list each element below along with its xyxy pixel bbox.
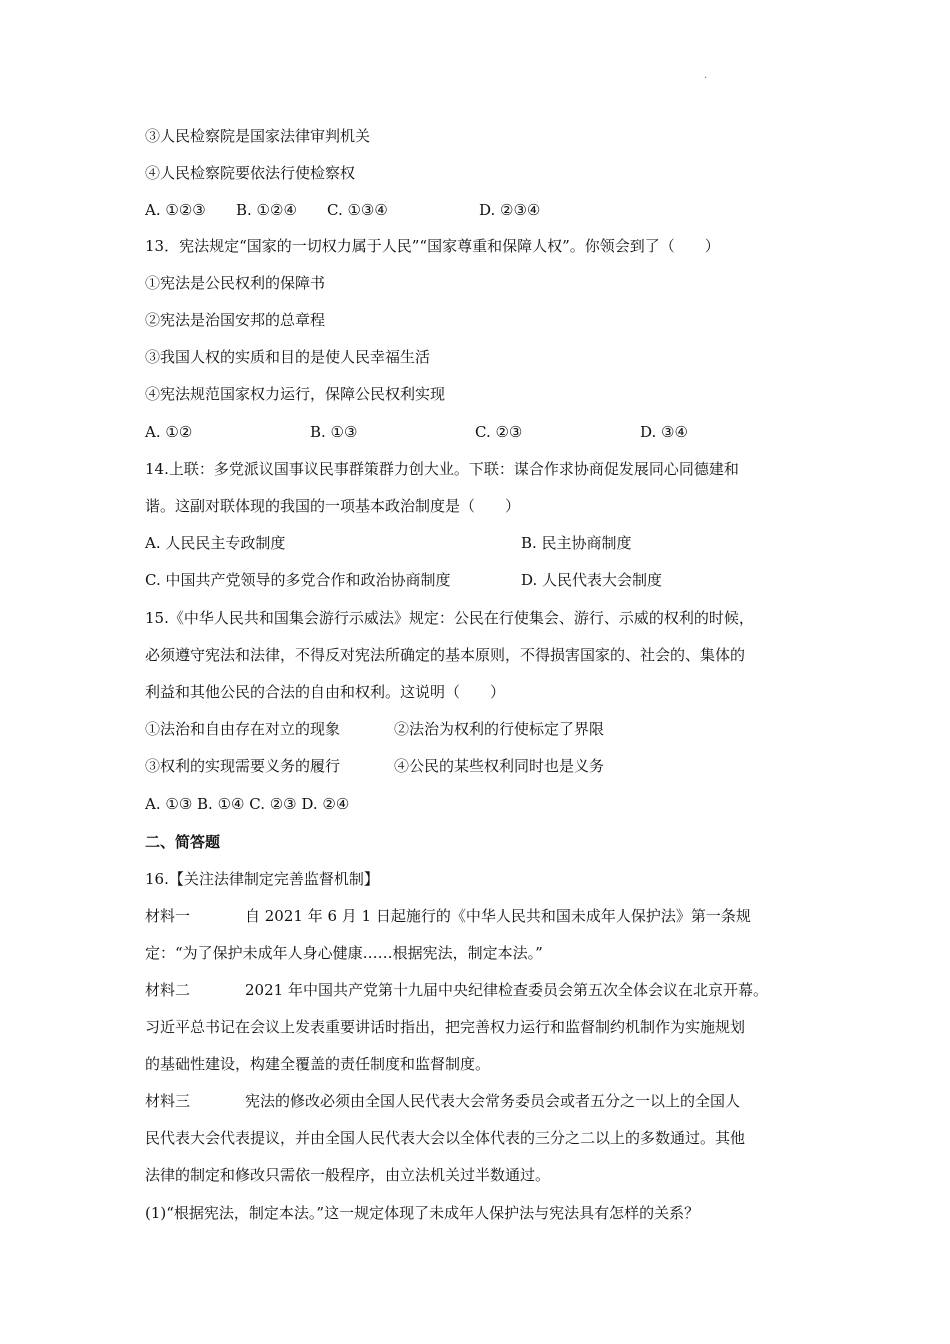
q13-option-c: C. ②③ xyxy=(475,423,523,441)
q13-option-b: B. ①③ xyxy=(310,423,358,441)
q15-stem-line-1: 15.《中华人民共和国集会游行示威法》规定：公民在行使集会、游行、示威的权利的时候， xyxy=(145,609,754,627)
q16-material-1-line-1: 自 2021 年 6 月 1 日起施行的《中华人民共和国未成年人保护法》第一条规 xyxy=(245,907,751,925)
q16-material-2-line-3: 的基础性建设，构建全覆盖的责任制度和监督制度。 xyxy=(145,1055,491,1073)
header-dot: . xyxy=(704,70,708,81)
q12-option-b: B. ①②④ xyxy=(236,201,297,219)
q16-material-3-line-2: 民代表大会代表提议，并由全国人民代表大会以全体代表的三分之二以上的多数通过。其他 xyxy=(145,1129,746,1147)
q12-option-a: A. ①②③ xyxy=(145,201,206,219)
q16-material-1-line-2: 定：“为了保护未成年人身心健康……根据宪法，制定本法。” xyxy=(145,944,543,962)
q13-option-d: D. ③④ xyxy=(640,423,688,441)
q15-stem-line-3: 利益和其他公民的合法的自由和权利。这说明（ ） xyxy=(145,683,506,701)
q16-material-3-label: 材料三 xyxy=(145,1092,191,1110)
q16-material-2-line-2: 习近平总书记在会议上发表重要讲话时指出，把完善权力运行和监督制约机制作为实施规划 xyxy=(145,1018,746,1036)
q16-material-2-line-1: 2021 年中国共产党第十九届中央纪律检查委员会第五次全体会议在北京开幕。 xyxy=(245,981,768,999)
q14-option-c: C. 中国共产党领导的多党合作和政治协商制度 xyxy=(145,571,451,589)
q13-statement-3: ③我国人权的实质和目的是使人民幸福生活 xyxy=(145,348,431,366)
q13-option-a: A. ①② xyxy=(145,423,193,441)
q15-statement-4: ④公民的某些权利同时也是义务 xyxy=(394,757,605,775)
q16-sub-question-1: (1)“根据宪法，制定本法。”这一规定体现了未成年人保护法与宪法具有怎样的关系？ xyxy=(145,1204,700,1222)
q16-title: 16.【关注法律制定完善监督机制】 xyxy=(145,870,379,888)
q13-statement-4: ④宪法规范国家权力运行，保障公民权利实现 xyxy=(145,385,446,403)
q14-option-d: D. 人民代表大会制度 xyxy=(521,571,663,589)
section-title: 二、简答题 xyxy=(145,833,221,851)
q12-statement-3: ③人民检察院是国家法律审判机关 xyxy=(145,127,371,145)
q16-material-3-line-1: 宪法的修改必须由全国人民代表大会常务委员会或者五分之一以上的全国人 xyxy=(245,1092,741,1110)
q14-stem-line-1: 14.上联：多党派议国事议民事群策群力创大业。下联：谋合作求协商促发展同心同德建和 xyxy=(145,460,739,478)
q14-option-a: A. 人民民主专政制度 xyxy=(145,534,286,552)
q12-option-d: D. ②③④ xyxy=(479,201,541,219)
q15-statement-1: ①法治和自由存在对立的现象 xyxy=(145,720,341,738)
q14-stem-line-2: 谐。这副对联体现的我国的一项基本政治制度是（ ） xyxy=(145,497,521,515)
q12-statement-4: ④人民检察院要依法行使检察权 xyxy=(145,164,356,182)
q13-statement-2: ②宪法是治国安邦的总章程 xyxy=(145,311,326,329)
q16-material-3-line-3: 法律的制定和修改只需依一般程序，由立法机关过半数通过。 xyxy=(145,1166,551,1184)
q14-option-b: B. 民主协商制度 xyxy=(521,534,632,552)
q15-statement-3: ③权利的实现需要义务的履行 xyxy=(145,757,341,775)
q13-statement-1: ①宪法是公民权利的保障书 xyxy=(145,274,326,292)
q15-options: A. ①③ B. ①④ C. ②③ D. ②④ xyxy=(145,795,350,813)
q13-stem: 13．宪法规定“国家的一切权力属于人民”“国家尊重和保障人权”。你领会到了（ ） xyxy=(145,237,720,255)
q16-material-2-label: 材料二 xyxy=(145,981,191,999)
q12-option-c: C. ①③④ xyxy=(327,201,388,219)
q16-material-1-label: 材料一 xyxy=(145,907,191,925)
q15-statement-2: ②法治为权利的行使标定了界限 xyxy=(394,720,605,738)
q15-stem-line-2: 必须遵守宪法和法律，不得反对宪法所确定的基本原则，不得损害国家的、社会的、集体的 xyxy=(145,646,746,664)
